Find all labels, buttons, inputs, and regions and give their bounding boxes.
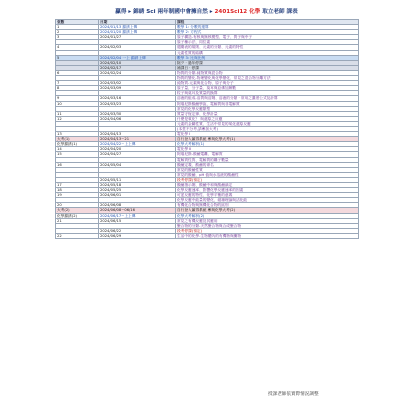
- cell-course: 酸鹼指示劑、酸鹼中和與酸鹼滴定: [176, 183, 359, 188]
- cell-course: 常見之有機反應及其應用: [176, 218, 359, 223]
- cell-date: 2024/03/30: [99, 111, 176, 116]
- cell-course: 常見的酸鹼性質: [176, 167, 359, 172]
- cell-session: 3: [56, 35, 99, 40]
- cell-course: 可逆反應的特性、化學平衡的意義: [176, 193, 359, 198]
- cell-session: 1: [56, 25, 99, 30]
- cell-session: 19: [56, 193, 99, 198]
- cell-course: 物質的變化-物理變化與化學變化、常見之混合物分離方法: [176, 76, 359, 81]
- cell-course: 原子量、分子量、莫耳與亞佛加厥數: [176, 86, 359, 91]
- cell-session: 化學錦綉(1): [56, 142, 99, 147]
- cell-date: 2024/03/09: [99, 86, 176, 91]
- cell-session: 17: [56, 183, 99, 188]
- cell-session: 13: [56, 132, 99, 137]
- cell-course: 除夕 · 過年停課: [176, 60, 359, 65]
- cell-session: 4: [56, 45, 99, 50]
- title-highlight: 2401Sci12 化學: [214, 9, 261, 15]
- cell-date: 2024/05/04: [99, 162, 176, 167]
- cell-date: 2024/01/20 錦綉上傳: [99, 30, 176, 35]
- cell-course: 數學 3: 比與比例: [176, 55, 359, 60]
- cell-date: 2024/01/27: [99, 35, 176, 40]
- cell-course: 常見的酸鹼、pH 值與水溶液的酸鹼性: [176, 172, 359, 177]
- cell-course: 常見的化學反應類型: [176, 106, 359, 111]
- cell-course: 化學大考解析(1): [176, 142, 359, 147]
- header-cell-date: 日期: [99, 20, 176, 25]
- cell-date: 2024/02/17: [99, 65, 176, 70]
- cell-session: 10: [56, 101, 99, 106]
- cell-date: 2024/05/18: [99, 183, 176, 188]
- cell-session: 大考(1): [56, 137, 99, 142]
- cell-course: 電化學 Ⅰ: [176, 132, 359, 137]
- schedule-page: [55, 8, 358, 239]
- cell-session: 5: [56, 55, 99, 60]
- cell-date: 2024/02/04 一上 錦綉上傳: [99, 55, 176, 60]
- cell-date: 2024/05/11: [99, 177, 176, 182]
- cell-session: 22: [56, 233, 99, 238]
- cell-course: 化學反應中能量的變化、碰撞理論與活化能: [176, 198, 359, 203]
- cell-course: 電化學 Ⅱ: [176, 147, 359, 152]
- cell-session: 9: [56, 96, 99, 101]
- cell-session: 16: [56, 162, 99, 167]
- cell-course: 數學 1: 分數的運算: [176, 25, 359, 30]
- header-cell-session: 堂數: [56, 20, 99, 25]
- cell-date: 2024/04/13~21: [99, 137, 176, 142]
- cell-session: 7: [56, 81, 99, 86]
- schedule-table: [55, 19, 359, 239]
- cell-date: 2024/06/01: [99, 193, 176, 198]
- cell-date: 2024/03/23: [99, 101, 176, 106]
- cell-course: 原子種示法、同位素: [176, 40, 359, 45]
- cell-date: 2024/05/25: [99, 188, 176, 193]
- page-title: [55, 8, 358, 17]
- cell-course: 生活中的化學-生物體內的有機物與藥物: [176, 233, 359, 238]
- cell-course: 阿瑞尼斯-酸鹼電離、電解質: [176, 152, 359, 157]
- cell-session: 21: [56, 218, 99, 223]
- cell-course: 質量守恆定律、化學計量: [176, 111, 359, 116]
- cell-course: 段考停課(預定): [176, 228, 359, 233]
- cell-date: 2024/03/02: [99, 81, 176, 86]
- cell-date: 2024/06/17~上上傳: [99, 213, 176, 218]
- cell-session: 12: [56, 116, 99, 121]
- cell-course: 物質的分類-純物質與混合物: [176, 70, 359, 75]
- title-prefix: 贏得 ▸ 錦綉 Sci 兩年制國中會擁自然 ▸: [115, 9, 215, 15]
- cell-date: 2024/04/13: [99, 132, 176, 137]
- cell-course: 純物質-元素與化合物、原子與分子: [176, 81, 359, 86]
- cell-course: (本堂不分考,請參加大考): [176, 126, 359, 131]
- cell-date: 2024/01/13 錦綉上傳: [99, 25, 176, 30]
- cell-course: 自行登入贏得系統 參與化學大考(2): [176, 208, 359, 213]
- cell-course: 電解質性質、電解質的離子數量: [176, 157, 359, 162]
- cell-date: 2024/04/20: [99, 147, 176, 152]
- cell-date: 2024/04/22~上上傳: [99, 142, 176, 147]
- cell-date: 2024/06/29: [99, 233, 176, 238]
- cell-session: 15: [56, 152, 99, 157]
- cell-session: 6: [56, 70, 99, 75]
- cell-course: 原子構造-有核與無核模型、電子、質子與中子: [176, 35, 359, 40]
- cell-course: 化學反應速率、影響化學反應速率的因素: [176, 188, 359, 193]
- cell-session: 11: [56, 111, 99, 116]
- footnote: 授課老師依實際情況調整: [268, 392, 319, 397]
- cell-date: 2024/03/16: [99, 96, 176, 101]
- cell-course: 粒子與莫耳及質量的換算: [176, 91, 359, 96]
- cell-course: 化學大考解析(2): [176, 213, 359, 218]
- cell-course: 段考停課(預定): [176, 177, 359, 182]
- cell-course: 什麼是氧化？ 與還原之反應: [176, 116, 359, 121]
- cell-date: 2024/04/06: [99, 116, 176, 121]
- cell-course: 補課日 · 停課: [176, 65, 359, 70]
- cell-date: 2024/06/15: [99, 218, 176, 223]
- cell-date: 2024/02/03: [99, 45, 176, 50]
- cell-course: 酸鹼定義、酸鹼的命名: [176, 162, 359, 167]
- table-row: [56, 233, 359, 238]
- cell-date: 2024/02/10: [99, 60, 176, 65]
- cell-session: 化學錦綉(2): [56, 213, 99, 218]
- cell-course: 溶液的組成-溶質與溶劑、溶液的分類 · 常用之濃度公式及計算: [176, 96, 359, 101]
- cell-date: 2024/04/27: [99, 152, 176, 157]
- cell-course: 有機化合物與無機化合物的區別: [176, 203, 359, 208]
- cell-date: 2024/06/08~06/16: [99, 208, 176, 213]
- title-suffix: 取立老師 課表: [260, 9, 298, 15]
- cell-course: 週期表的規則、元素的分類、元素的特性: [176, 45, 359, 50]
- cell-course: 數學 2: 方程式: [176, 30, 359, 35]
- cell-date: 2024/02/24: [99, 70, 176, 75]
- cell-session: 14: [56, 147, 99, 152]
- cell-course: 聚合物的分類-天然聚合物與合成聚合物: [176, 223, 359, 228]
- cell-session: 8: [56, 86, 99, 91]
- cell-session: 20: [56, 203, 99, 208]
- cell-date: 2024/06/08: [99, 203, 176, 208]
- cell-course: 元素性質的結構: [176, 50, 359, 55]
- cell-course: 阿瑞尼斯酸鹼學說、電解質與非電解質: [176, 101, 359, 106]
- cell-session: 2: [56, 30, 99, 35]
- cell-date: 2024/06/22: [99, 228, 176, 233]
- cell-course: 元素的金屬性質、生活中常見的氧化還原反應: [176, 121, 359, 126]
- cell-course: 自行登入贏得系統 參與化學大考(1): [176, 137, 359, 142]
- header-cell-course: 課程: [176, 20, 359, 25]
- cell-session: 18: [56, 188, 99, 193]
- cell-session: 大考(2): [56, 208, 99, 213]
